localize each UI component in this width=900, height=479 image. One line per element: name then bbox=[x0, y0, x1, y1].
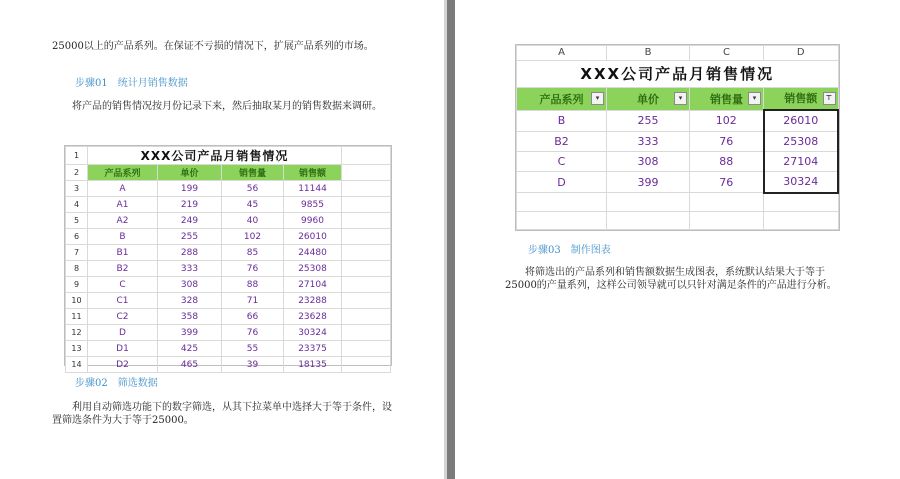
row-number: 14 bbox=[66, 357, 88, 373]
cell-sales-volume: 85 bbox=[222, 245, 284, 261]
cell-sales-volume: 88 bbox=[690, 151, 764, 171]
row-number: 8 bbox=[66, 261, 88, 277]
cell-empty bbox=[342, 357, 391, 373]
table-row bbox=[66, 213, 391, 229]
cell-product-series: A2 bbox=[88, 213, 158, 229]
step3-number: 步骤03 bbox=[528, 245, 561, 256]
cell-empty bbox=[607, 211, 690, 229]
cell-unit-price: 399 bbox=[607, 172, 690, 193]
header-sales-volume bbox=[690, 87, 764, 110]
column-letter-d[interactable]: D bbox=[764, 46, 839, 61]
cell-sales-volume: 45 bbox=[222, 197, 284, 213]
step2-number: 步骤02 bbox=[75, 378, 108, 389]
cell-empty bbox=[690, 193, 764, 212]
cell-sales-amount: 30324 bbox=[764, 172, 839, 193]
cell-product-series: D bbox=[88, 325, 158, 341]
cell-empty bbox=[342, 309, 391, 325]
cell-sales-volume: 71 bbox=[222, 293, 284, 309]
table-row bbox=[66, 277, 391, 293]
step1-title: 统计月销售数据 bbox=[117, 78, 188, 89]
table-row bbox=[517, 172, 839, 193]
cell-unit-price: 333 bbox=[158, 261, 222, 277]
cell-product-series: D1 bbox=[88, 341, 158, 357]
step2-heading bbox=[75, 377, 158, 390]
cell-sales-amount: 23375 bbox=[284, 341, 342, 357]
table-row bbox=[66, 229, 391, 245]
column-letter-c[interactable]: C bbox=[690, 46, 764, 61]
cell-unit-price: 425 bbox=[158, 341, 222, 357]
cell-sales-volume: 56 bbox=[222, 181, 284, 197]
cell-sales-amount: 26010 bbox=[284, 229, 342, 245]
column-letter-b[interactable]: B bbox=[607, 46, 690, 61]
cell-empty bbox=[342, 165, 391, 181]
cell-sales-amount: 18135 bbox=[284, 357, 342, 373]
table-row bbox=[517, 110, 839, 131]
table-row bbox=[66, 197, 391, 213]
cell-sales-amount: 25308 bbox=[764, 131, 839, 151]
filter-dropdown-icon[interactable]: ▾ bbox=[674, 92, 687, 105]
table-row bbox=[66, 309, 391, 325]
table-row bbox=[66, 341, 391, 357]
cell-empty bbox=[764, 211, 839, 229]
cell-sales-volume: 88 bbox=[222, 277, 284, 293]
header-label: 单价 bbox=[637, 92, 659, 106]
cell-unit-price: 288 bbox=[158, 245, 222, 261]
step1-number: 步骤01 bbox=[75, 78, 108, 89]
sales-spreadsheet-full bbox=[64, 145, 392, 370]
step3-paragraph: 将筛选出的产品系列和销售额数据生成图表，系统默认结果大于等于25000的产量系列，这样公司领导就可以只针对满足条件的产品进行分析。 bbox=[505, 267, 837, 291]
row-number: 12 bbox=[66, 325, 88, 341]
header-unit-price bbox=[607, 87, 690, 110]
header-product-series bbox=[517, 87, 607, 110]
cell-sales-volume: 102 bbox=[222, 229, 284, 245]
cell-product-series: D2 bbox=[88, 357, 158, 373]
cell-empty bbox=[690, 211, 764, 229]
table-row bbox=[66, 325, 391, 341]
sales-spreadsheet-filtered bbox=[515, 44, 840, 231]
cell-sales-amount: 25308 bbox=[284, 261, 342, 277]
filter-active-icon[interactable]: ⊤ bbox=[823, 92, 836, 105]
cell-empty bbox=[517, 193, 607, 212]
step2-paragraph: 利用自动筛选功能下的数字筛选，从其下拉菜单中选择大于等于条件，设置筛选条件为大于等于25000。 bbox=[52, 402, 392, 426]
sheet-title: XXX公司产品月销售情况 bbox=[517, 60, 839, 87]
cell-product-series: C bbox=[517, 151, 607, 171]
cell-product-series: A bbox=[88, 181, 158, 197]
cell-sales-amount: 9960 bbox=[284, 213, 342, 229]
table-row bbox=[66, 357, 391, 373]
page-gutter bbox=[447, 0, 455, 479]
row-number: 13 bbox=[66, 341, 88, 357]
step3-title: 制作图表 bbox=[570, 245, 611, 256]
row-number: 6 bbox=[66, 229, 88, 245]
table-row bbox=[517, 131, 839, 151]
intro-paragraph: 25000以上的产品系列。在保证不亏损的情况下，扩展产品系列的市场。 bbox=[52, 41, 374, 52]
header-label: 销售量 bbox=[710, 92, 743, 106]
cell-sales-amount: 27104 bbox=[764, 151, 839, 171]
cell-product-series: D bbox=[517, 172, 607, 193]
cell-empty bbox=[342, 147, 391, 165]
table-row bbox=[66, 293, 391, 309]
cell-sales-volume: 76 bbox=[690, 131, 764, 151]
cell-sales-volume: 55 bbox=[222, 341, 284, 357]
step2-title: 筛选数据 bbox=[117, 378, 158, 389]
table-row bbox=[66, 181, 391, 197]
step3-heading bbox=[528, 244, 611, 257]
cell-empty bbox=[342, 261, 391, 277]
cell-unit-price: 308 bbox=[158, 277, 222, 293]
cell-empty bbox=[342, 293, 391, 309]
cell-sales-volume: 66 bbox=[222, 309, 284, 325]
row-number: 7 bbox=[66, 245, 88, 261]
row-number: 5 bbox=[66, 213, 88, 229]
cell-product-series: B bbox=[517, 110, 607, 131]
cell-product-series: A1 bbox=[88, 197, 158, 213]
cell-sales-volume: 76 bbox=[222, 325, 284, 341]
header-sales-amount bbox=[764, 87, 839, 110]
filter-dropdown-icon[interactable]: ▾ bbox=[748, 92, 761, 105]
cell-unit-price: 399 bbox=[158, 325, 222, 341]
table-row bbox=[66, 261, 391, 277]
cell-unit-price: 255 bbox=[158, 229, 222, 245]
cell-unit-price: 358 bbox=[158, 309, 222, 325]
cell-unit-price: 465 bbox=[158, 357, 222, 373]
cell-sales-volume: 102 bbox=[690, 110, 764, 131]
step1-heading bbox=[75, 77, 188, 90]
cell-empty bbox=[342, 277, 391, 293]
cell-sales-amount: 23288 bbox=[284, 293, 342, 309]
cell-unit-price: 328 bbox=[158, 293, 222, 309]
cell-sales-amount: 26010 bbox=[764, 110, 839, 131]
cell-sales-volume: 76 bbox=[690, 172, 764, 193]
cell-product-series: C1 bbox=[88, 293, 158, 309]
cell-sales-amount: 24480 bbox=[284, 245, 342, 261]
cell-sales-volume: 39 bbox=[222, 357, 284, 373]
cell-sales-amount: 30324 bbox=[284, 325, 342, 341]
table-row bbox=[66, 245, 391, 261]
cell-unit-price: 255 bbox=[607, 110, 690, 131]
cell-empty bbox=[607, 193, 690, 212]
row-number: 4 bbox=[66, 197, 88, 213]
cell-product-series: B bbox=[88, 229, 158, 245]
cell-sales-amount: 23628 bbox=[284, 309, 342, 325]
header-product-series: 产品系列 bbox=[88, 165, 158, 181]
cell-unit-price: 333 bbox=[607, 131, 690, 151]
cell-unit-price: 249 bbox=[158, 213, 222, 229]
cell-product-series: B2 bbox=[517, 131, 607, 151]
cell-empty bbox=[764, 193, 839, 212]
header-label: 销售额 bbox=[784, 92, 818, 106]
cell-product-series: C bbox=[88, 277, 158, 293]
cell-empty bbox=[517, 211, 607, 229]
cell-empty bbox=[342, 341, 391, 357]
row-number: 1 bbox=[66, 147, 88, 165]
cell-sales-volume: 40 bbox=[222, 213, 284, 229]
filter-dropdown-icon[interactable]: ▾ bbox=[591, 92, 604, 105]
row-number: 9 bbox=[66, 277, 88, 293]
header-label: 产品系列 bbox=[539, 92, 584, 106]
cell-product-series: B1 bbox=[88, 245, 158, 261]
cell-empty bbox=[342, 325, 391, 341]
cell-sales-amount: 9855 bbox=[284, 197, 342, 213]
row-number: 10 bbox=[66, 293, 88, 309]
cell-unit-price: 308 bbox=[607, 151, 690, 171]
cell-sales-amount: 11144 bbox=[284, 181, 342, 197]
cell-unit-price: 199 bbox=[158, 181, 222, 197]
cell-unit-price: 219 bbox=[158, 197, 222, 213]
cell-empty bbox=[342, 213, 391, 229]
header-sales-amount: 销售额 bbox=[284, 165, 342, 181]
cell-sales-amount: 27104 bbox=[284, 277, 342, 293]
cell-empty bbox=[342, 181, 391, 197]
sheet-title: XXX公司产品月销售情况 bbox=[88, 147, 342, 165]
cell-sales-volume: 76 bbox=[222, 261, 284, 277]
row-number: 11 bbox=[66, 309, 88, 325]
cell-empty bbox=[342, 197, 391, 213]
cell-empty bbox=[342, 229, 391, 245]
row-number: 3 bbox=[66, 181, 88, 197]
column-letter-a[interactable]: A bbox=[517, 46, 607, 61]
table-row bbox=[517, 151, 839, 171]
row-number: 2 bbox=[66, 165, 88, 181]
cell-product-series: B2 bbox=[88, 261, 158, 277]
cell-empty bbox=[342, 245, 391, 261]
left-page bbox=[0, 0, 447, 479]
header-sales-volume: 销售量 bbox=[222, 165, 284, 181]
cell-product-series: C2 bbox=[88, 309, 158, 325]
header-unit-price: 单价 bbox=[158, 165, 222, 181]
step1-paragraph: 将产品的销售情况按月份记录下来，然后抽取某月的销售数据来调研。 bbox=[72, 101, 382, 112]
